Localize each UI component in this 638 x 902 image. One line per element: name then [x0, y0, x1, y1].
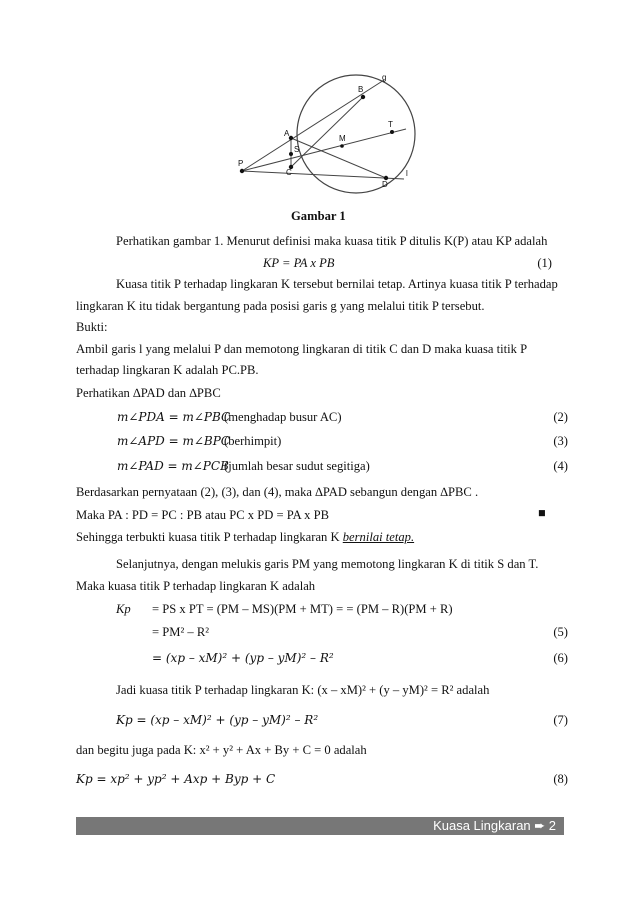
chord-bc: [291, 97, 363, 167]
eq-6: = (xp – xM)² + (yp – yM)² – R²: [152, 651, 334, 665]
para-8b: Maka kuasa titik P terhadap lingkaran K adalah: [76, 579, 316, 593]
para-10: dan begitu juga pada K: x² + y² + Ax + By + C = 0 adalah: [76, 743, 367, 757]
label-d: D: [382, 180, 388, 189]
figure-caption: Gambar 1: [291, 209, 346, 223]
chord-ad: [291, 138, 386, 178]
circle-diagram: [226, 68, 456, 198]
label-c: C: [286, 168, 292, 177]
label-g: g: [382, 73, 387, 82]
eq-2: m∠PDA = m∠PBC: [117, 410, 231, 424]
para-4: Perhatikan ∆PAD dan ∆PBC: [76, 386, 221, 400]
para-9: Jadi kuasa titik P terhadap lingkaran K: (x – xM)² + (y – yM)² = R² adalah: [116, 683, 490, 697]
para-6: Maka PA : PD = PC : PB atau PC x PD = PA x PB: [76, 508, 329, 522]
eq-1-number: (1): [537, 256, 552, 270]
eq-2-note: (menghadap busur AC): [224, 410, 342, 424]
eq-5a: = PS x PT = (PM – MS)(PM + MT) = = (PM – R)(PM + R): [152, 602, 453, 616]
para-2a: Kuasa titik P terhadap lingkaran K tersebut bernilai tetap. Artinya kuasa titik P terhadap: [116, 277, 558, 291]
label-m: M: [339, 134, 346, 143]
eq-3: m∠APD = m∠BPC: [117, 434, 230, 448]
para-8a: Selanjutnya, dengan melukis garis PM yang memotong lingkaran K di titik S dan T.: [116, 557, 539, 571]
page-footer: [76, 817, 564, 835]
para-7: [76, 530, 414, 545]
eq-4-note: (jumlah besar sudut segitiga): [224, 459, 370, 473]
para-2b: lingkaran K itu tidak bergantung pada posisi garis g yang melalui titik P tersebut.: [76, 299, 485, 313]
eq-1: KP = PA x PB: [263, 256, 335, 270]
para-7-underlined: bernilai tetap.: [342, 530, 415, 544]
label-p: P: [238, 159, 244, 168]
para-3a: Ambil garis l yang melalui P dan memotong lingkaran di titik C dan D maka kuasa titik P: [76, 342, 528, 356]
label-a: A: [284, 129, 290, 138]
eq-2-number: (2): [553, 410, 568, 424]
para-5: Berdasarkan pernyataan (2), (3), dan (4), maka ∆PAD sebangun dengan ∆PBC .: [76, 485, 479, 499]
eq-3-number: (3): [553, 434, 568, 448]
eq-8: Kp = xp² + yp² + Axp + Byp + C: [76, 772, 276, 786]
eq-5-number: (5): [553, 625, 568, 639]
bukti-heading: Bukti:: [76, 320, 108, 334]
label-b: B: [358, 85, 364, 94]
qed-mark: ■: [538, 506, 546, 520]
eq-7-number: (7): [553, 713, 568, 727]
kp-label: Kp: [116, 602, 131, 616]
footer-label: Kuasa Lingkaran ➨ 2: [433, 818, 556, 833]
para-7-text: Sehingga terbukti kuasa titik P terhadap lingkaran K: [76, 530, 340, 544]
label-l: l: [406, 169, 408, 178]
para-1: Perhatikan gambar 1. Menurut definisi maka kuasa titik P ditulis K(P) atau KP adalah: [116, 234, 548, 248]
eq-6-number: (6): [553, 651, 568, 665]
label-s: S: [294, 145, 300, 154]
eq-8-number: (8): [553, 772, 568, 786]
circle-k: [297, 75, 415, 193]
para-3b: terhadap lingkaran K adalah PC.PB.: [76, 363, 259, 377]
eq-4: m∠PAD = m∠PCB: [117, 459, 229, 473]
eq-3-note: (berhimpit): [224, 434, 282, 448]
eq-5b: = PM² – R²: [152, 625, 209, 639]
label-t: T: [388, 120, 393, 129]
eq-7: Kp = (xp – xM)² + (yp – yM)² – R²: [116, 713, 319, 727]
eq-4-number: (4): [553, 459, 568, 473]
